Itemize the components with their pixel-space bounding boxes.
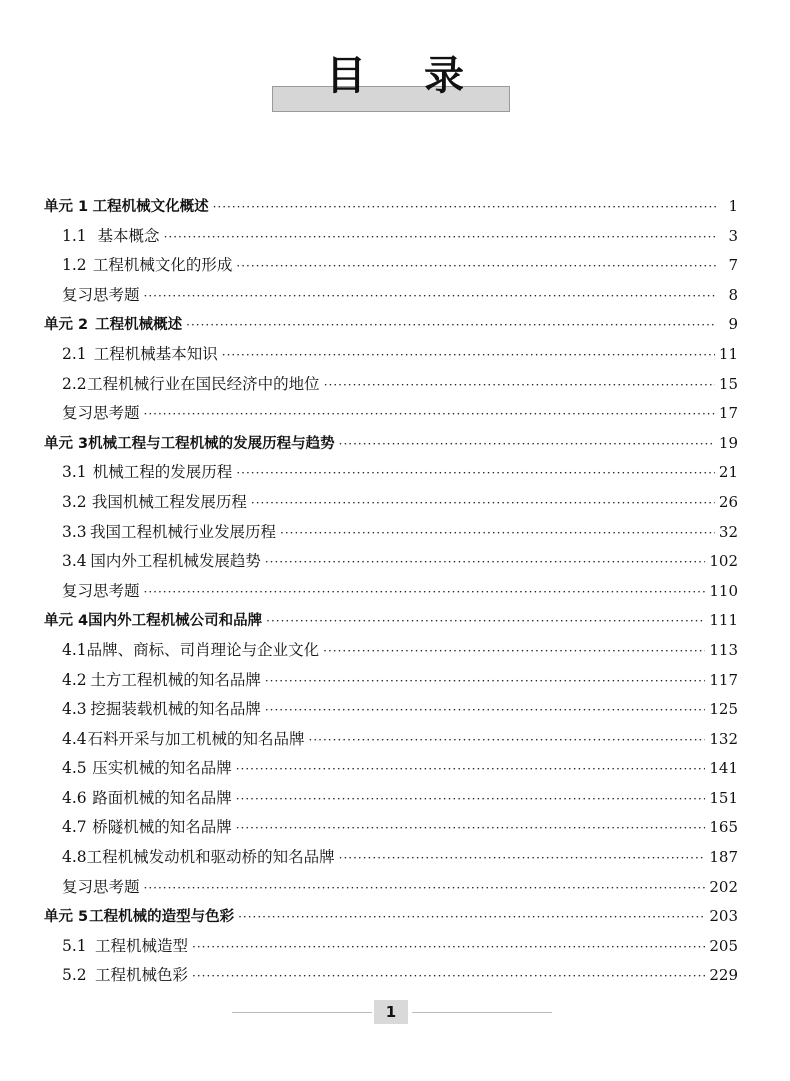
toc-entry-section[interactable] [44, 754, 738, 784]
toc-entry-number: 单元 3 [44, 435, 89, 452]
toc-entry-page: 203 [709, 907, 738, 926]
toc-entry-title: 品牌、商标、司肖理论与企业文化 [86, 640, 320, 659]
toc-entry-number: 单元 1 [44, 199, 89, 215]
toc-entry-section[interactable] [44, 725, 738, 755]
toc-entry-title: 工程机械行业在国民经济中的地位 [87, 374, 320, 393]
toc-entry-page: 3 [728, 226, 738, 245]
toc-entry-review[interactable] [44, 281, 738, 311]
footer-divider-right [412, 1012, 552, 1013]
toc-entry-page: 17 [718, 404, 738, 423]
toc-entry-number: 3.4 [62, 552, 87, 571]
toc-entry-unit[interactable] [44, 192, 738, 222]
page-number: 1 [374, 1000, 408, 1024]
toc-dot-leader [238, 903, 705, 933]
toc-entry-number: 单元 2 [44, 317, 89, 334]
toc-entry-title: 机械工程的发展历程 [92, 463, 233, 482]
toc-entry-number: 4.5 [62, 759, 87, 778]
toc-dot-leader [144, 578, 706, 608]
toc-entry-page: 117 [709, 670, 738, 689]
toc-entry-number: 3.2 [62, 492, 87, 511]
toc-entry-title: 国内外工程机械发展趋势 [90, 552, 261, 571]
footer-divider-left [232, 1012, 372, 1013]
toc-dot-leader [265, 548, 706, 578]
toc-entry-title: 工程机械文化的形成 [92, 256, 233, 275]
toc-entry-title: 路面机械的知名品牌 [92, 788, 232, 807]
toc-entry-page: 141 [709, 759, 738, 778]
toc-entry-number: 2.2 [62, 374, 87, 393]
toc-dot-leader [251, 489, 715, 519]
toc-entry-title: 我国机械工程发展历程 [91, 492, 247, 511]
toc-dot-leader [236, 785, 706, 815]
toc-entry-page: 132 [709, 729, 738, 748]
toc-dot-leader [236, 755, 706, 785]
toc-entry-page: 7 [728, 256, 738, 275]
toc-entry-review[interactable] [44, 873, 738, 903]
toc-dot-leader [144, 874, 706, 904]
toc-dot-leader [266, 607, 705, 637]
toc-entry-section[interactable] [44, 518, 738, 548]
toc-entry-title: 工程机械造型 [95, 936, 189, 955]
page-title: 目录 [326, 53, 522, 99]
toc-entry-title: 压实机械的知名品牌 [92, 759, 232, 778]
toc-entry-title: 土方工程机械的知名品牌 [90, 670, 261, 689]
toc-entry-section[interactable] [44, 488, 738, 518]
toc-entry-title: 挖掘装载机械的知名品牌 [90, 700, 261, 719]
toc-entry-page: 110 [709, 581, 738, 600]
toc-entry-title: 桥隧机械的知名品牌 [92, 818, 232, 837]
toc-entry-section[interactable] [44, 666, 738, 696]
toc-entry-number: 4.2 [62, 670, 87, 689]
toc-entry-number: 单元 5 [44, 909, 89, 926]
toc-dot-leader [324, 371, 715, 401]
toc-entry-section[interactable] [44, 695, 738, 725]
toc-entry-review[interactable] [44, 399, 738, 429]
toc-dot-leader [164, 223, 716, 253]
toc-entry-page: 125 [709, 700, 738, 719]
toc-entry-title: 基本概念 [97, 226, 160, 245]
toc-entry-title: 工程机械概述 [95, 317, 183, 334]
toc-entry-page: 165 [709, 818, 738, 837]
toc-entry-unit[interactable] [44, 310, 738, 340]
toc-entry-title: 石料开采与加工机械的知名品牌 [87, 729, 305, 748]
toc-entry-page: 202 [709, 877, 738, 896]
toc-entry-number: 3.3 [62, 522, 87, 541]
toc-dot-leader [265, 667, 706, 697]
toc-entry-section[interactable] [44, 784, 738, 814]
toc-entry-section[interactable] [44, 458, 738, 488]
toc-entry-section[interactable] [44, 932, 738, 962]
toc-entry-section[interactable] [44, 813, 738, 843]
toc-entry-section[interactable] [44, 340, 738, 370]
toc-entry-title: 国内外工程机械公司和品牌 [88, 613, 263, 630]
toc-entry-review[interactable] [44, 577, 738, 607]
table-of-contents [44, 192, 738, 991]
toc-dot-leader [222, 341, 715, 371]
toc-dot-leader [339, 430, 715, 460]
toc-entry-page: 111 [709, 611, 738, 630]
toc-dot-leader [192, 962, 705, 992]
toc-entry-title: 复习思考题 [62, 581, 140, 600]
toc-entry-unit[interactable] [44, 902, 738, 932]
toc-entry-title: 工程机械文化概述 [92, 199, 209, 215]
toc-entry-page: 113 [709, 640, 738, 659]
toc-entry-title: 复习思考题 [62, 404, 140, 423]
toc-entry-number: 3.1 [62, 463, 87, 482]
toc-entry-section[interactable] [44, 843, 738, 873]
toc-entry-section[interactable] [44, 547, 738, 577]
toc-entry-number: 4.6 [62, 788, 87, 807]
toc-entry-section[interactable] [44, 961, 738, 991]
toc-dot-leader [186, 311, 716, 341]
toc-entry-section[interactable] [44, 222, 738, 252]
toc-entry-page: 21 [718, 463, 738, 482]
toc-dot-leader [236, 252, 716, 282]
toc-entry-title: 工程机械色彩 [95, 966, 189, 985]
toc-entry-page: 1 [728, 197, 738, 215]
toc-dot-leader [323, 637, 705, 667]
toc-entry-page: 8 [728, 285, 738, 304]
toc-entry-title: 工程机械发动机和驱动桥的知名品牌 [86, 848, 335, 867]
toc-dot-leader [309, 726, 706, 756]
toc-entry-unit[interactable] [44, 429, 738, 459]
toc-entry-number: 4.8 [62, 848, 87, 867]
toc-entry-number: 1.2 [62, 256, 87, 275]
toc-dot-leader [144, 282, 716, 312]
toc-entry-title: 机械工程与工程机械的发展历程与趋势 [88, 435, 335, 452]
toc-entry-number: 4.3 [62, 700, 87, 719]
toc-entry-title: 复习思考题 [62, 285, 140, 304]
toc-dot-leader [144, 400, 715, 430]
toc-dot-leader [192, 933, 705, 963]
toc-dot-leader [339, 844, 706, 874]
toc-entry-section[interactable] [44, 370, 738, 400]
toc-entry-page: 32 [718, 522, 738, 541]
toc-entry-title: 工程机械基本知识 [93, 344, 218, 363]
toc-entry-page: 11 [718, 344, 738, 363]
toc-entry-number: 4.1 [62, 640, 87, 659]
toc-entry-page: 229 [709, 966, 738, 985]
toc-entry-page: 19 [718, 433, 738, 452]
toc-entry-section[interactable] [44, 636, 738, 666]
toc-entry-title: 我国工程机械行业发展历程 [89, 522, 276, 541]
toc-entry-number: 4.4 [62, 729, 87, 748]
toc-entry-number: 4.7 [62, 818, 87, 837]
toc-entry-page: 151 [709, 788, 738, 807]
toc-entry-page: 187 [709, 848, 738, 867]
toc-dot-leader [280, 519, 715, 549]
toc-dot-leader [236, 459, 715, 489]
toc-entry-number: 5.2 [62, 966, 87, 985]
toc-entry-page: 15 [718, 374, 738, 393]
toc-entry-page: 205 [709, 936, 738, 955]
toc-entry-page: 102 [709, 552, 738, 571]
toc-entry-unit[interactable] [44, 606, 738, 636]
toc-entry-page: 26 [718, 492, 738, 511]
toc-entry-section[interactable] [44, 251, 738, 281]
toc-dot-leader [236, 814, 706, 844]
toc-entry-title: 复习思考题 [62, 877, 140, 896]
toc-entry-number: 1.1 [62, 226, 87, 245]
page-header [0, 0, 790, 120]
toc-entry-page: 9 [728, 315, 738, 334]
toc-entry-number: 2.1 [62, 344, 87, 363]
toc-entry-title: 工程机械的造型与色彩 [89, 909, 235, 926]
toc-entry-number: 单元 4 [44, 613, 89, 630]
toc-dot-leader [213, 193, 716, 223]
toc-entry-number: 5.1 [62, 936, 87, 955]
toc-dot-leader [265, 696, 706, 726]
